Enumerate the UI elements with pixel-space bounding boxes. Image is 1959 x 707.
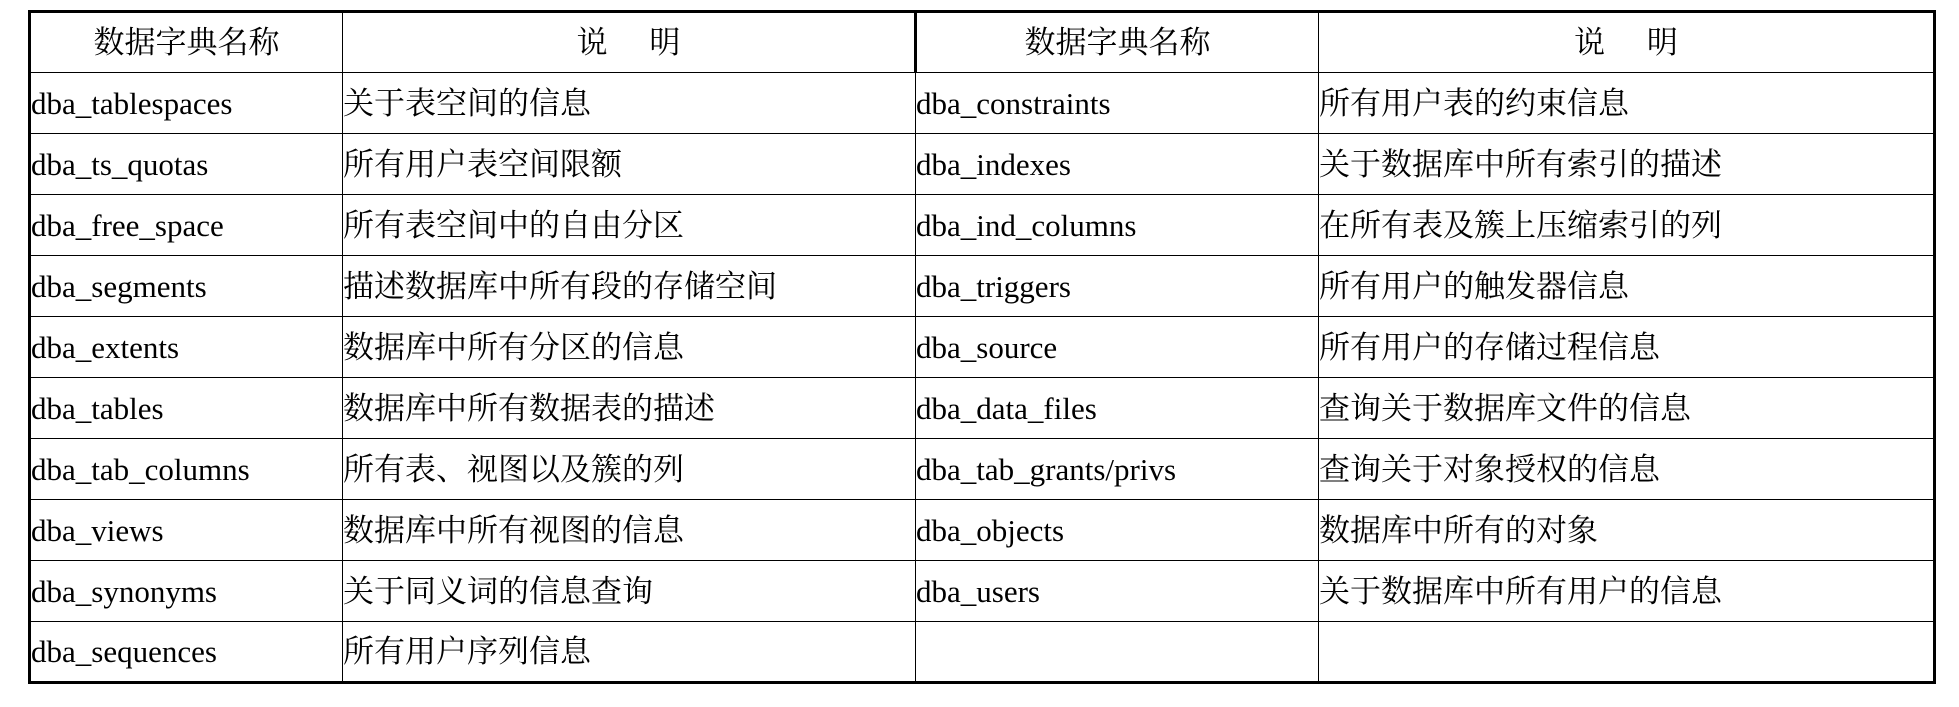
cell-description-left: 数据库中所有视图的信息 bbox=[343, 500, 916, 561]
cell-description-right: 数据库中所有的对象 bbox=[1319, 500, 1935, 561]
cell-description-right: 查询关于数据库文件的信息 bbox=[1319, 378, 1935, 439]
data-dictionary-table bbox=[28, 10, 1936, 684]
cell-name-left: dba_synonyms bbox=[30, 561, 343, 622]
column-header-name-right: 数据字典名称 bbox=[916, 12, 1319, 73]
cell-name-right: dba_objects bbox=[916, 500, 1319, 561]
table-row bbox=[30, 439, 1935, 500]
cell-description-left: 关于表空间的信息 bbox=[343, 73, 916, 134]
cell-name-left: dba_tables bbox=[30, 378, 343, 439]
cell-description-left: 关于同义词的信息查询 bbox=[343, 561, 916, 622]
cell-name-right: dba_constraints bbox=[916, 73, 1319, 134]
cell-description-right: 查询关于对象授权的信息 bbox=[1319, 439, 1935, 500]
cell-description-right bbox=[1319, 622, 1935, 683]
cell-name-left: dba_tab_columns bbox=[30, 439, 343, 500]
cell-description-left: 所有表、视图以及簇的列 bbox=[343, 439, 916, 500]
cell-name-left: dba_sequences bbox=[30, 622, 343, 683]
table-row bbox=[30, 256, 1935, 317]
cell-description-right: 关于数据库中所有索引的描述 bbox=[1319, 134, 1935, 195]
cell-description-left: 所有用户序列信息 bbox=[343, 622, 916, 683]
cell-description-right: 在所有表及簇上压缩索引的列 bbox=[1319, 195, 1935, 256]
cell-name-right: dba_users bbox=[916, 561, 1319, 622]
cell-description-left: 所有表空间中的自由分区 bbox=[343, 195, 916, 256]
cell-name-right bbox=[916, 622, 1319, 683]
cell-name-left: dba_views bbox=[30, 500, 343, 561]
table-header bbox=[30, 12, 1935, 73]
cell-name-right: dba_ind_columns bbox=[916, 195, 1319, 256]
cell-name-right: dba_triggers bbox=[916, 256, 1319, 317]
cell-description-left: 数据库中所有数据表的描述 bbox=[343, 378, 916, 439]
cell-description-right: 所有用户的存储过程信息 bbox=[1319, 317, 1935, 378]
table-row bbox=[30, 317, 1935, 378]
table-row bbox=[30, 500, 1935, 561]
cell-name-left: dba_segments bbox=[30, 256, 343, 317]
cell-description-left: 所有用户表空间限额 bbox=[343, 134, 916, 195]
column-header-description-left: 说 明 bbox=[343, 12, 916, 73]
table-row bbox=[30, 195, 1935, 256]
cell-name-left: dba_tablespaces bbox=[30, 73, 343, 134]
column-header-description-right: 说 明 bbox=[1319, 12, 1935, 73]
header-row bbox=[30, 12, 1935, 73]
table-body bbox=[30, 73, 1935, 683]
cell-name-right: dba_indexes bbox=[916, 134, 1319, 195]
cell-name-left: dba_free_space bbox=[30, 195, 343, 256]
cell-name-right: dba_data_files bbox=[916, 378, 1319, 439]
table-row bbox=[30, 622, 1935, 683]
table-row bbox=[30, 561, 1935, 622]
cell-description-right: 关于数据库中所有用户的信息 bbox=[1319, 561, 1935, 622]
table-row bbox=[30, 73, 1935, 134]
cell-name-left: dba_ts_quotas bbox=[30, 134, 343, 195]
cell-name-right: dba_tab_grants/privs bbox=[916, 439, 1319, 500]
cell-name-left: dba_extents bbox=[30, 317, 343, 378]
table-row bbox=[30, 134, 1935, 195]
cell-description-left: 描述数据库中所有段的存储空间 bbox=[343, 256, 916, 317]
table-row bbox=[30, 378, 1935, 439]
column-header-name-left: 数据字典名称 bbox=[30, 12, 343, 73]
cell-name-right: dba_source bbox=[916, 317, 1319, 378]
cell-description-left: 数据库中所有分区的信息 bbox=[343, 317, 916, 378]
cell-description-right: 所有用户的触发器信息 bbox=[1319, 256, 1935, 317]
cell-description-right: 所有用户表的约束信息 bbox=[1319, 73, 1935, 134]
